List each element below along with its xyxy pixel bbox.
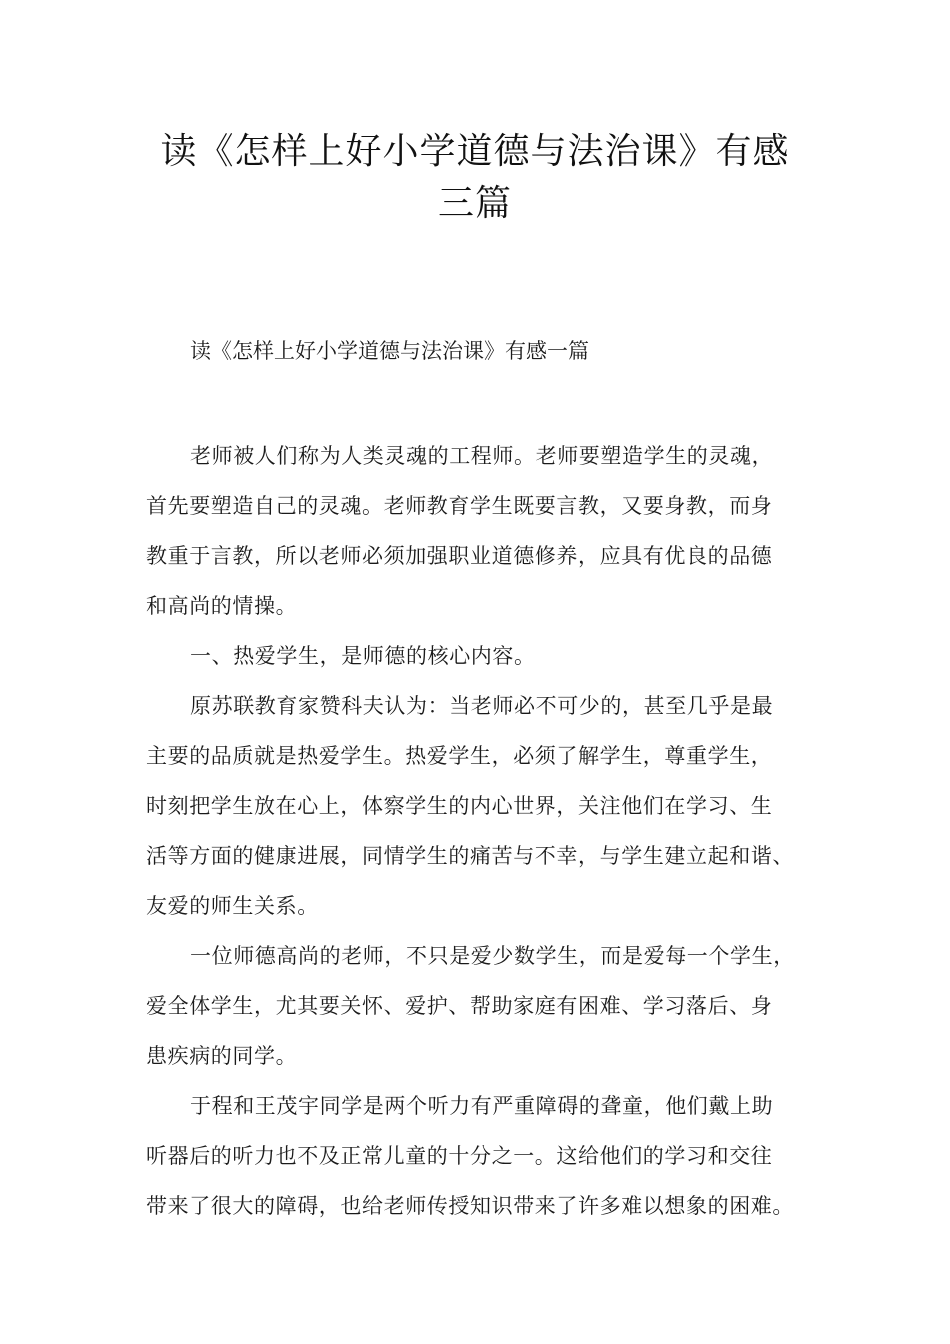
paragraph-line: 于程和王茂宇同学是两个听力有严重障碍的聋童，他们戴上助	[190, 1094, 774, 1118]
paragraph-line: 带来了很大的障碍，也给老师传授知识带来了许多难以想象的困难。	[146, 1194, 794, 1218]
paragraph-line: 和高尚的情操。	[146, 594, 298, 618]
paragraph-line: 患疾病的同学。	[146, 1044, 298, 1068]
paragraph-line: 原苏联教育家赞科夫认为：当老师必不可少的，甚至几乎是最	[190, 694, 774, 718]
paragraph-line: 首先要塑造自己的灵魂。老师教育学生既要言教，又要身教，而身	[146, 494, 773, 518]
paragraph-line: 时刻把学生放在心上，体察学生的内心世界，关注他们在学习、生	[146, 794, 773, 818]
paragraph-line: 爱全体学生，尤其要关怀、爱护、帮助家庭有困难、学习落后、身	[146, 994, 773, 1018]
section-heading: 读《怎样上好小学道德与法治课》有感一篇	[190, 339, 589, 363]
title-line-1: 读《怎样上好小学道德与法治课》有感	[160, 131, 790, 172]
title-line-2: 三篇	[437, 183, 512, 224]
body-text	[146, 431, 826, 1231]
paragraph-line: 一、热爱学生，是师德的核心内容。	[190, 644, 536, 668]
paragraph-line: 老师被人们称为人类灵魂的工程师。老师要塑造学生的灵魂，	[190, 444, 774, 468]
document-title	[120, 126, 830, 230]
paragraph-line: 活等方面的健康进展，同情学生的痛苦与不幸，与学生建立起和谐、	[146, 844, 794, 868]
paragraph-line: 教重于言教，所以老师必须加强职业道德修养，应具有优良的品德	[146, 544, 773, 568]
paragraph-line: 友爱的师生关系。	[146, 894, 319, 918]
paragraph-line: 主要的品质就是热爱学生。热爱学生，必须了解学生，尊重学生，	[146, 744, 773, 768]
paragraph-line: 一位师德高尚的老师，不只是爱少数学生，而是爱每一个学生，	[190, 944, 795, 968]
paragraph-line: 听器后的听力也不及正常儿童的十分之一。这给他们的学习和交往	[146, 1144, 773, 1168]
